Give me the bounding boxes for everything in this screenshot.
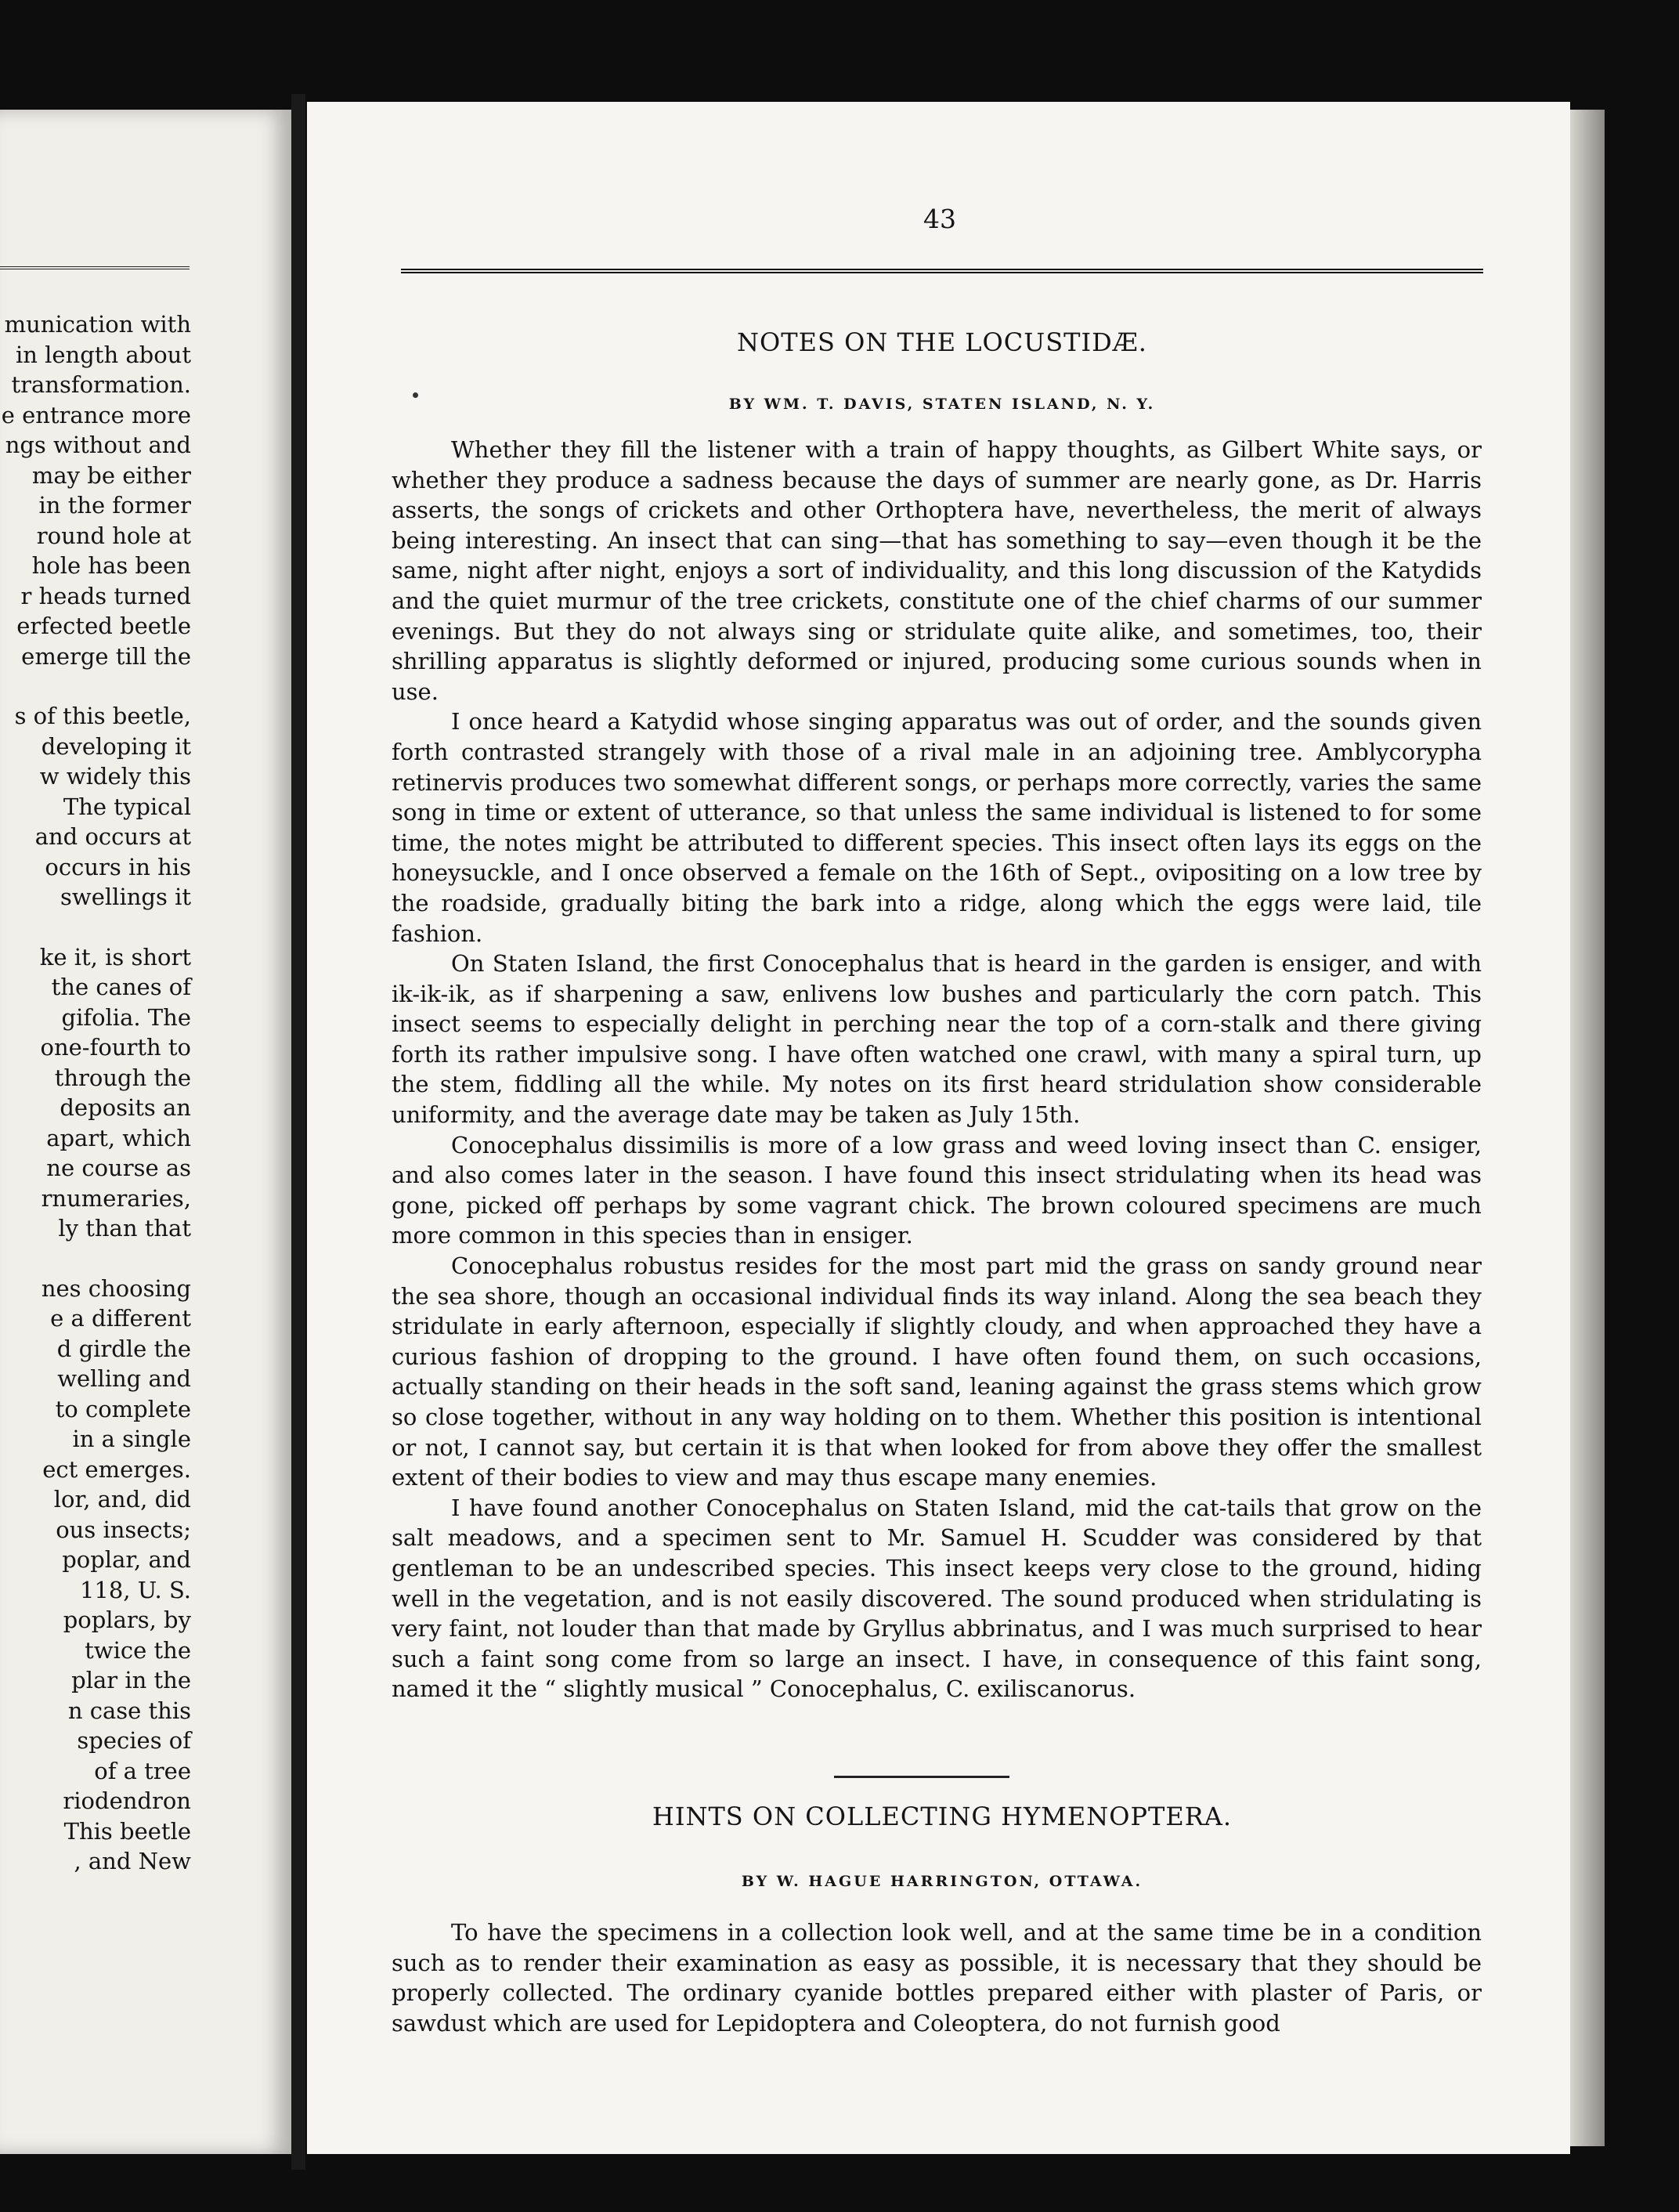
left-page-line: , and New — [74, 1848, 191, 1874]
left-page-line: e a different — [50, 1305, 191, 1332]
left-page-line: may be either — [31, 461, 191, 489]
article1-paragraph-5: Conocephalus robustus resides for the most part mid the grass on sandy ground near the sea shore, though an occasional individual finds its way inland. Along the sea beach they stridulate in early afternoon, especially if slightly cloudy, and when approached they have a curious fashion of dropping to the ground. I have often found them, on such occasions, actually standing on their heads in the soft sand, leaning against the grass stems which grow so close together, without in any way holding on to them. Whether this position is intentional or not, I cannot say, but certain it is that when looked for from above they offer the smallest extent of their bodies to view and may thus escape many enemies. — [392, 1252, 1482, 1491]
left-page-line: in a single — [72, 1426, 191, 1452]
left-page-line: to complete — [55, 1395, 191, 1422]
book-gutter — [291, 94, 305, 2170]
left-page-line: plar in the — [71, 1667, 191, 1693]
left-page-line: occurs in his — [45, 853, 191, 880]
left-page-line: and occurs at — [34, 823, 191, 850]
left-page-line: one-fourth to — [40, 1034, 191, 1061]
article1-byline: BY WM. T. DAVIS, STATEN ISLAND, N. Y. — [728, 396, 1156, 413]
left-page-line: 118, U. S. — [79, 1576, 191, 1603]
left-page-line: round hole at — [36, 522, 191, 549]
article1-paragraph-6: I have found another Conocephalus on Staten Island, mid the cat-tails that grow on the salt meadows, and a specimen sent to Mr. Samuel H. Scudder was considered by that gentleman to be an undescribed species. This insect keeps very close to the ground, hiding well in the vegetation, and is not easily discovered. The sound produced when stridulating is very faint, not louder than that made by Gryllus abbrinatus, and I was much surprised to hear such a faint song come from so large an insect. I have, in consequence of this faint song, named it the “ slightly musical ” Conocephalus, C. exiliscanorus. — [392, 1494, 1482, 1703]
article2-byline: BY W. HAGUE HARRINGTON, OTTAWA. — [741, 1873, 1143, 1890]
article1-paragraph-4: Conocephalus dissimilis is more of a low grass and weed loving insect than C. ensiger, and also comes later in the season. I have found this insect stridulating when its head was gone, picked off perhaps by some vagrant chick. The brown coloured specimens are much more common in this species than in ensiger. — [392, 1131, 1482, 1249]
left-page-line: in the former — [38, 492, 191, 519]
left-page-line: twice the — [85, 1636, 191, 1664]
left-page-line: species of — [77, 1727, 191, 1754]
article1-paragraph-2: I once heard a Katydid whose singing apparatus was out of order, and the sounds given forth contrasted strangely with those of a rival male in an adjoining tree. Amblycorypha retinervis produces two somewhat different songs, or perhaps more correctly, varies the same song in time or extent of utterance, so that unless the same individual is listened to for some time, the notes might be attributed to different species. This insect often lays its eggs on the honeysuckle, and I once observed a female on the 16th of Sept., ovipositing on a low tree by the roadside, gradually biting the bark into a ridge, along which the eggs were laid, tile fashion. — [392, 708, 1482, 947]
left-page-line: r heads turned — [20, 582, 191, 609]
left-page-line: hole has been — [31, 552, 191, 579]
left-page-line: through the — [54, 1064, 191, 1091]
article2-title: HINTS ON COLLECTING HYMENOPTERA. — [652, 1802, 1233, 1831]
left-page-line: welling and — [57, 1365, 191, 1392]
left-page-line — [0, 913, 191, 942]
left-page-line: ly than that — [58, 1215, 191, 1242]
left-facing-page — [0, 110, 291, 2154]
left-page-line: e entrance more — [1, 401, 191, 428]
page-edges — [1570, 110, 1605, 2146]
left-page-line: gifolia. The — [61, 1003, 191, 1031]
left-page-line: munication with — [4, 311, 191, 338]
article1-body — [392, 435, 1482, 1704]
left-page-line: riodendron — [63, 1787, 191, 1814]
left-page-line — [0, 1244, 191, 1274]
left-page-line: rnumeraries, — [41, 1184, 191, 1212]
left-page-line: d girdle the — [56, 1335, 191, 1362]
left-page-text — [0, 309, 191, 1877]
left-page-line: of a tree — [94, 1757, 191, 1784]
section-divider — [834, 1776, 1009, 1778]
left-page-line: ous insects; — [56, 1516, 191, 1543]
left-page-line: the canes of — [51, 974, 191, 1000]
left-page-line: ne course as — [46, 1155, 191, 1181]
left-page-line: ect emerges. — [42, 1455, 191, 1483]
left-page-line: nes choosing — [41, 1274, 191, 1302]
left-page-line: erfected beetle — [16, 613, 191, 639]
article2-body — [392, 1917, 1482, 2038]
left-page-line: developing it — [41, 732, 191, 760]
article1-paragraph-3: On Staten Island, the first Conocephalus that is heard in the garden is ensiger, and with ik-ik-ik, as if sharpening a saw, enlivens low bushes and particularly the corn patch. This insect seems to especially delight in perching near the top of a corn-stalk and there giving forth its rather impulsive song. I have often watched one crawl, with many a spiral turn, up the stem, fiddling all the while. My notes on its first heard stridulation show considerable uniformity, and the average date may be taken as July 15th. — [392, 950, 1482, 1129]
left-page-line: in length about — [15, 341, 191, 368]
left-page-rule — [0, 266, 190, 269]
left-page-line: deposits an — [60, 1094, 191, 1121]
left-page-line: poplar, and — [62, 1546, 191, 1573]
left-page-line: transformation. — [11, 371, 191, 398]
page-number: 43 — [923, 204, 956, 234]
left-page-line: emerge till the — [21, 642, 191, 670]
left-page-line: This beetle — [63, 1817, 191, 1845]
left-page-line: s of this beetle, — [14, 703, 191, 729]
article1-paragraph-1: Whether they fill the listener with a train of happy thoughts, as Gilbert White says, or whether they produce a sadness because the days of summer are nearly gone, as Dr. Harris asserts, the songs of crickets and other Orthoptera have, nevertheless, the merit of always being interesting. An insect that can sing—that has something to say—even though it be the same, night after night, enjoys a sort of individuality, and this long discussion of the Katydids and the quiet murmur of the tree crickets, constitute one of the chief charms of our summer evenings. But they do not always sing or stridulate quite alike, and sometimes, too, their shrilling apparatus is slightly deformed or injured, producing some curious sounds when in use. — [392, 436, 1482, 705]
header-double-rule — [401, 269, 1483, 273]
left-page-line: n case this — [67, 1697, 191, 1724]
left-page-line: ngs without and — [5, 432, 191, 458]
article2-paragraph-1: To have the specimens in a collection look well, and at the same time be in a condition such as to render their examination as easy as possible, it is necessary that they should be properly collected. The ordinary cyanide bottles prepared either with plaster of Paris, or sawdust which are used for Lepidoptera and Coleoptera, do not furnish good — [392, 1919, 1482, 2037]
left-page-line: The typical — [63, 793, 191, 820]
left-page-line: apart, which — [46, 1124, 191, 1151]
left-page-line: w widely this — [39, 763, 191, 790]
left-page-line: ke it, is short — [39, 943, 191, 970]
left-page-line: swellings it — [60, 884, 191, 910]
article1-title: NOTES ON THE LOCUSTIDÆ. — [737, 327, 1147, 357]
left-page-line — [0, 671, 191, 701]
left-page-line: lor, and, did — [53, 1486, 191, 1513]
left-page-line: poplars, by — [63, 1607, 191, 1633]
